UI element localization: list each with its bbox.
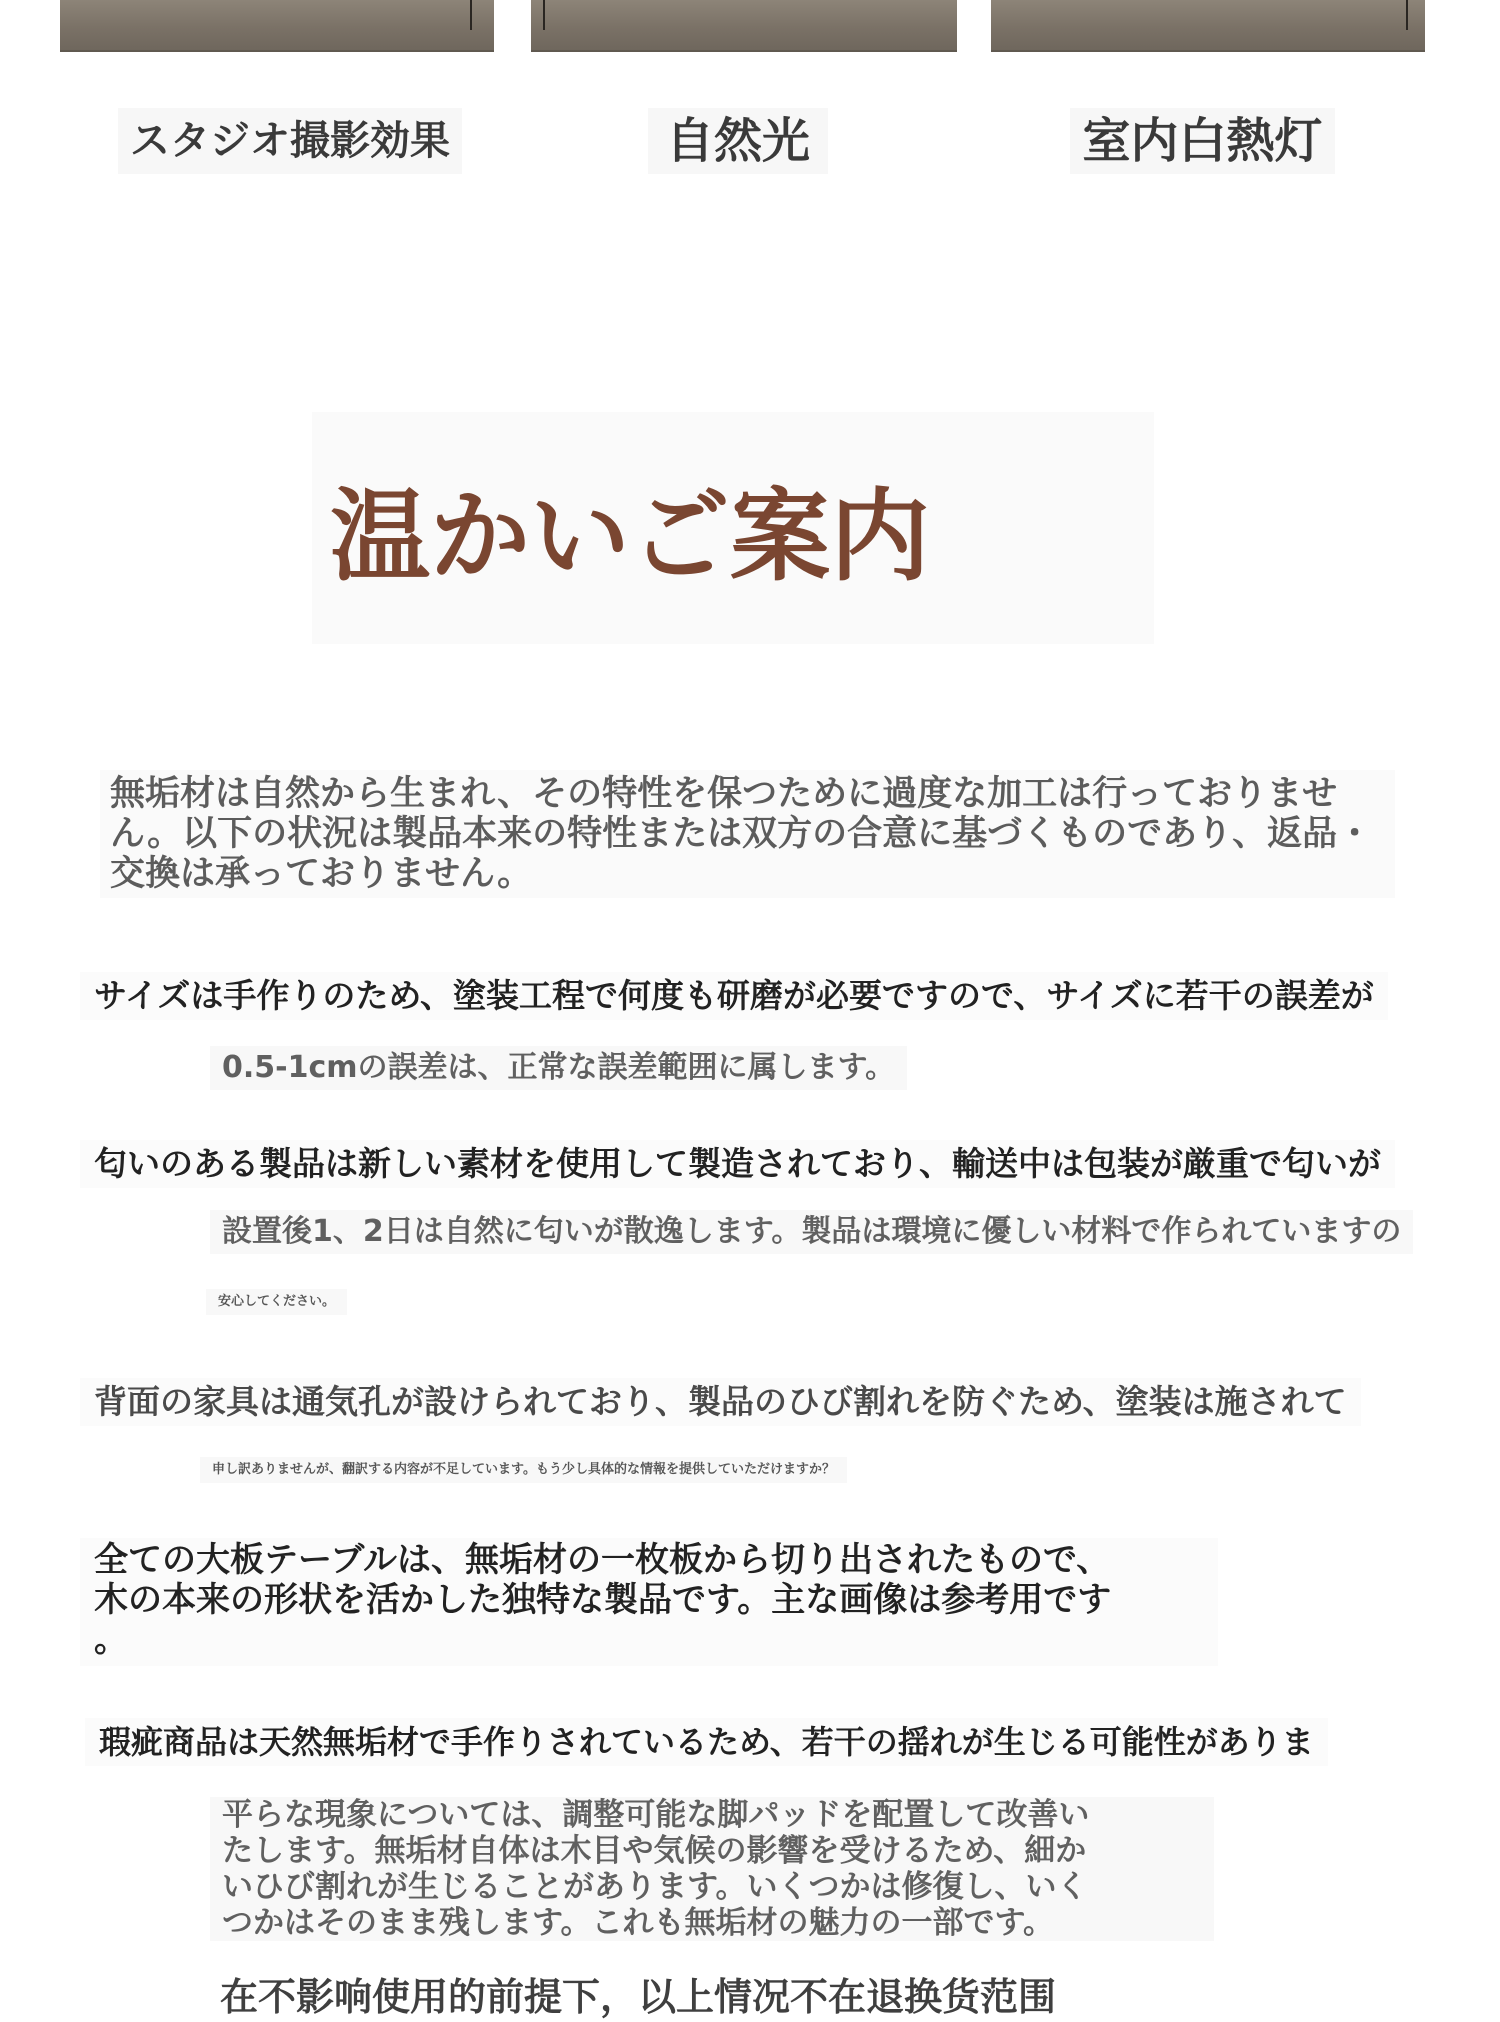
intro-paragraph: 無垢材は自然から生まれ、その特性を保つために過度な加工は行っておりません。以下の状況は製品本来の特性または双方の合意に基づくものであり、返品・交換は承っておりません。 (100, 770, 1395, 898)
caption-studio-lighting: スタジオ撮影効果 (118, 108, 462, 174)
incandescent-light-photo (991, 0, 1425, 52)
odor-notice-title: 匂いのある製品は新しい素材を使用して製造されており、輸送中は包装が厳重で匂いが (80, 1140, 1395, 1188)
back-panel-notice-note: 申し訳ありませんが、翻訳する内容が不足しています。もう少し具体的な情報を提供していただけますか？ (200, 1457, 847, 1483)
caption-incandescent-light: 室内白熱灯 (1070, 108, 1335, 174)
slab-table-notice (80, 1538, 1218, 1666)
defect-detail-line: つかはそのまま残します。これも無垢材の魅力の一部です。 (222, 1905, 1055, 1941)
natural-light-photo (531, 0, 957, 52)
defect-detail-line: 平らな現象については、調整可能な脚パッドを配置して改善い (222, 1797, 1090, 1833)
defect-detail-line: いひび割れが生じることがあります。いくつかは修復し、いく (222, 1869, 1088, 1905)
defect-notice-detail (210, 1797, 1214, 1941)
back-panel-notice-title: 背面の家具は通気孔が設けられており、製品のひび割れを防ぐため、塗装は施されて (80, 1378, 1361, 1426)
size-notice-detail: 0.5-1cmの誤差は、正常な誤差範囲に属します。 (210, 1046, 907, 1090)
caption-natural-light: 自然光 (648, 108, 828, 174)
slab-table-line: 全ての大板テーブルは、無垢材の一枚板から切り出されたもので、 (94, 1540, 1111, 1580)
page-heading: 温かいご案内 (330, 478, 930, 595)
studio-lighting-photo (60, 0, 494, 52)
odor-notice-detail: 設置後1、2日は自然に匂いが散逸します。製品は環境に優しい材料で作られていますの (210, 1210, 1413, 1254)
cut-off-text-line: 在不影响使用的前提下，以上情况不在退换货范围 (220, 1975, 1057, 2019)
slab-table-line: 木の本来の形状を活かした独特な製品です。主な画像は参考用です (94, 1580, 1112, 1620)
slab-table-line: 。 (94, 1620, 128, 1660)
odor-notice-note: 安心してください。 (206, 1289, 347, 1315)
size-notice-title: サイズは手作りのため、塗装工程で何度も研磨が必要ですので、サイズに若干の誤差が (80, 972, 1388, 1020)
defect-detail-line: たします。無垢材自体は木目や気候の影響を受けるため、細か (222, 1833, 1087, 1869)
defect-notice-title: 瑕疵商品は天然無垢材で手作りされているため、若干の揺れが生じる可能性がありま (85, 1718, 1328, 1766)
